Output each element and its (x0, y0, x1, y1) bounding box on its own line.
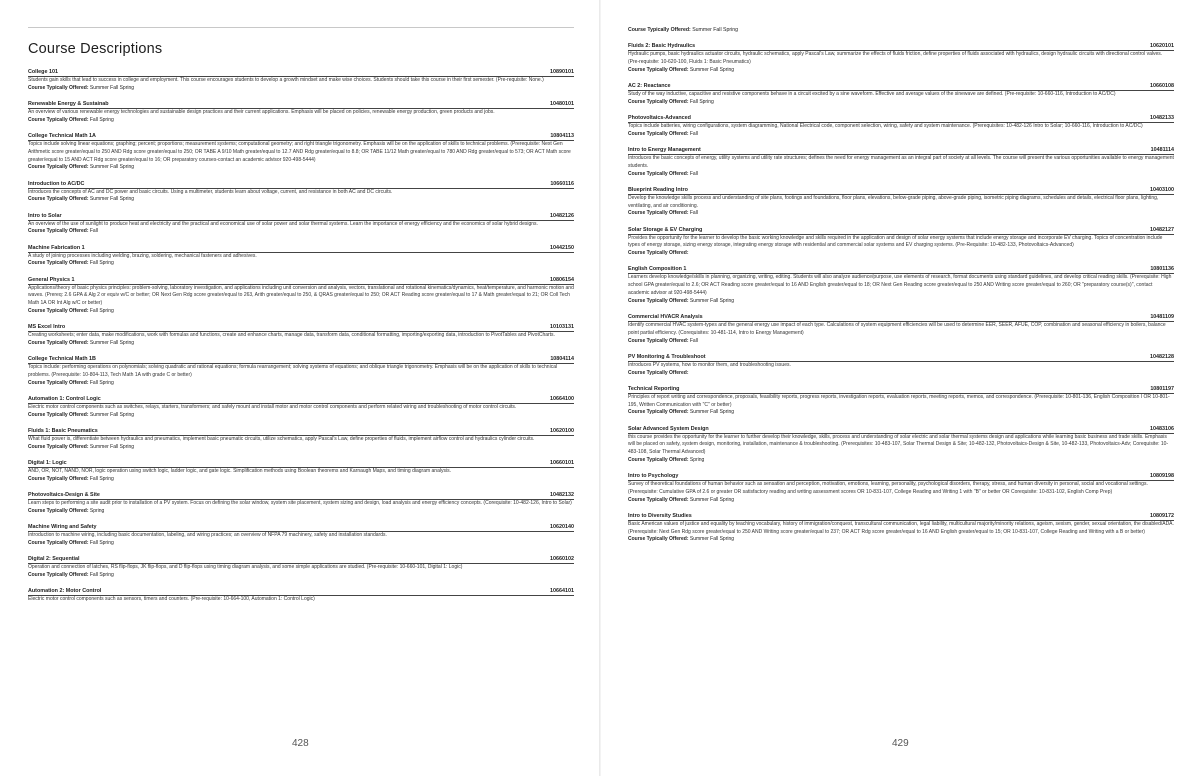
offered-terms: Summer Fall Spring (689, 409, 735, 416)
course-code: 10809198 (1150, 473, 1174, 480)
course-entry (28, 245, 574, 268)
course-code: 10403100 (1150, 186, 1174, 193)
course-header (28, 69, 574, 77)
course-offered (28, 85, 574, 92)
offered-label: Course Typically Offered: (28, 228, 89, 235)
offered-terms: Fall Spring (89, 379, 114, 386)
course-offered (28, 476, 574, 483)
course-entry (628, 473, 1174, 504)
course-offered (628, 298, 1174, 305)
course-description: Study of the way inductive, capacitive and resistive components behave in a circuit excited by a sine waveform. Effective and average values of the sinewave are defined. (Pre-requisite: 10-660-116, Introduction to AC/DC) (628, 91, 1116, 98)
course-title: College Technical Math 1A (28, 132, 96, 139)
offered-terms: Summer Fall Spring (689, 297, 735, 304)
offered-label: Course Typically Offered: (28, 164, 89, 171)
course-description: this course provides the opportunity for the learner to further develop their knowledge, skills, process and understanding of solar electric and solar thermal systems design and applications while learning basic business and trade skills. Emphasis will be placed on safety, system design, monitoring, installation, maintenance & troubleshooting. (Prerequisites: 10-483-107, Solar Thermal Design & Site; 10-482-132, Photovoltaics-Design & Site, 10-482-133, Photovoltaics-Adv; Corequisite: 10-483-108, Solar Thermal Advanced) (628, 433, 1169, 456)
course-entry (628, 314, 1174, 345)
course-entry (628, 386, 1174, 417)
course-code: 10660101 (550, 459, 574, 466)
course-code: 10806154 (550, 276, 574, 283)
course-description: Introduces the concepts of AC and DC power and basic circuits. Using a multimeter, students learn about voltage, current, and resistance in both AC and DC circuits. (28, 188, 393, 195)
course-header (28, 324, 574, 332)
course-header (28, 213, 574, 221)
course-description: An overview of various renewable energy technologies and sustainable design practices and their current applications. Emphasis will be placed on policies, renewable energy production, green products and jobs. (28, 108, 495, 115)
course-description: Hydraulic pumps, basic hydraulics actuator circuits, hydraulic schematics, apply Pascal's Law, summarize the effects of fluids friction, define properties of fluids associated with hydraulics, design hydraulic circuits with directional control valves. (Pre-requisite: 10-620-100, Fluids 1: Basic Pneumatics) (628, 51, 1163, 66)
course-header (628, 473, 1174, 481)
offered-label: Course Typically Offered: (28, 507, 89, 514)
offered-label: Course Typically Offered: (28, 307, 89, 314)
course-header (28, 492, 574, 500)
course-description: Electric motor control components such as sensors, timers and counters. (Pre-requisite: 10-664-100, Automation 1: Control Logic) (28, 595, 315, 602)
course-entry (628, 43, 1174, 74)
course-code: 10801136 (1150, 266, 1174, 273)
course-entry (28, 277, 574, 315)
course-code: 10660102 (550, 555, 574, 562)
course-title: Digital 1: Logic (28, 459, 67, 466)
offered-terms: Fall Spring (89, 307, 114, 314)
course-code: 10480101 (550, 100, 574, 107)
course-description: Basic American values of justice and equality by teaching vocabulary, history of immigration/conquest, transcultural communication, legal liability, multicultural majority/minority relations, ageism, sexism, gender, sexual orientation, the disabled/ADA. (Prerequisite: Next Gen Rdg score greater/equal to 250 AND Writing score greater/equal to 237; OR ACT Rdg score greater/equal to 16 AND English greater/equal to 15; OR 10-831-107, College Reading and Writing with a B or better) (628, 520, 1174, 535)
course-header (28, 133, 574, 141)
course-description: Provides the opportunity for the learner to develop the basic working knowledge and skills required in the application and design of solar energy systems that include energy storage and incorporate EV charging. Topics of concentration include types of energy storage, sizing energy storage, integrating energy storage with residential and commercial solar systems and EV charging systems. (Pre-Requisite: 10-482-133, Photovoltaics-Advanced) (628, 234, 1163, 249)
course-header (628, 426, 1174, 434)
course-title: Commercial HVACR Analysis (628, 313, 703, 320)
course-title: Intro to Psychology (628, 473, 679, 480)
offered-terms: Fall Spring (89, 260, 114, 267)
course-entry (28, 324, 574, 347)
course-code: 10482126 (550, 212, 574, 219)
offered-label: Course Typically Offered: (28, 379, 89, 386)
page-number: 429 (892, 738, 909, 749)
offered-label: Course Typically Offered: (628, 250, 689, 257)
offered-label: Course Typically Offered: (628, 27, 691, 33)
page-title: Course Descriptions (28, 41, 163, 57)
course-header (628, 115, 1174, 123)
course-description: What fluid power is, differentiate between hydraulics and pneumatics, implement basic pneumatic circuits, utilize schematics, apply Pascal's Law, define properties of fluids, implement airflow control and hydraulics cylinder circuits. (28, 435, 535, 442)
course-header (628, 83, 1174, 91)
course-code: 10620140 (550, 523, 574, 530)
continued-offered-line (628, 27, 1174, 34)
right-page (600, 0, 1200, 776)
offered-terms: Fall (689, 170, 698, 177)
course-description: Develop the knowledge skills process and understanding of site plans, footings and foundations, floor plans, elevations, below-grade piping, above-grade piping, isometric piping diagrams, schedules and details, electrical floor plans, lighting, ventilating, and air conditioning. (628, 194, 1159, 209)
course-title: Digital 2: Sequential (28, 555, 80, 562)
course-code: 10804114 (550, 356, 574, 363)
offered-terms: Summer Fall Spring (689, 496, 735, 503)
course-code: 10482128 (1150, 353, 1174, 360)
course-entry (28, 396, 574, 419)
course-title: English Composition 1 (628, 266, 687, 273)
course-title: Photovoltaics-Design & Site (28, 491, 100, 498)
course-offered (628, 338, 1174, 345)
course-header (628, 386, 1174, 394)
offered-label: Course Typically Offered: (628, 210, 689, 217)
offered-label: Course Typically Offered: (28, 411, 89, 418)
course-description: Topics include batteries, wiring configurations, system diagramming, National Electrical code, component selection, wiring, safety and system maintenance. (Prerequisites: 10-482-126 Intro to Solar; 10-660-116, Introduction to AC/DC) (628, 123, 1143, 130)
course-entry (28, 356, 574, 387)
offered-terms: Fall Spring (89, 571, 114, 578)
course-code: 10664101 (550, 587, 574, 594)
course-code: 10660108 (1150, 83, 1174, 90)
offered-label: Course Typically Offered: (628, 98, 689, 105)
course-code: 10660116 (550, 180, 574, 187)
course-entry (28, 556, 574, 579)
course-title: Fluids 2: Basic Hydraulics (628, 43, 696, 50)
course-offered (628, 370, 1174, 377)
offered-terms: Fall Spring (89, 539, 114, 546)
course-offered (28, 308, 574, 315)
course-description: Survey of theoretical foundations of human behavior such as sensation and perception, motivation, emotions, learning, personality, psychological disorders, therapy, stress, and human diversity in personal, social and vocational settings. (Prerequisite: Cumulative GPA of 2.6 or greater OR satisfactory reading and writing assessment scores OR 10-831-107, College Reading and Writing 1 with "B" or better OR Corequisite: 10-831-102, English Comp Prep) (628, 481, 1148, 495)
offered-label: Course Typically Offered: (628, 369, 689, 376)
offered-terms: Summer Fall Spring (89, 196, 135, 203)
course-title: General Physics 1 (28, 276, 75, 283)
course-code: 10481109 (1150, 313, 1174, 320)
offered-terms: Fall Spring (89, 116, 114, 123)
course-offered (28, 228, 574, 235)
course-header (28, 588, 574, 596)
course-offered (28, 572, 574, 579)
course-title: College 101 (28, 69, 58, 75)
course-description: AND, OR, NOT, NAND, NOR, logic operation using switch logic, ladder logic, and gate logic. Simplification methods using Boolean theorems and Karnaugh Maps, and timing diagram analysis. (28, 467, 451, 474)
offered-label: Course Typically Offered: (28, 571, 89, 578)
course-title: Renewable Energy & Sustainab (28, 100, 109, 107)
course-title: College Technical Math 1B (28, 356, 96, 363)
course-entry (628, 83, 1174, 106)
course-title: Blueprint Reading Intro (628, 186, 688, 193)
course-header (28, 181, 574, 189)
course-description: Topics include solving linear equations; graphing; percent; proportions; measurement systems; computational geometry; and right triangle trigonometry. Emphasis will be on the application of skills to technical problems. (Prerequisite: Next Gen Arithmetic score greater/equal to 250 AND Rdg score greater/equal to 250; OR TABE A 9/10 Math greater/equal to 12.7 AND Rdg greater/equal to 8.8; OR TABE 11/12 Math greater/equal to 780 AND Rdg greater/equal to 573; OR ACT Math score greater/equal to 15 AND ACT Rdg score greater/equal to 16; OR preparatory courses-contact an academic advisor 920-498-5444) (28, 140, 571, 163)
course-header (28, 428, 574, 436)
course-entry (28, 588, 574, 604)
course-header (628, 266, 1174, 274)
course-offered (628, 250, 1174, 257)
course-header (628, 43, 1174, 51)
offered-terms: Fall Spring (89, 475, 114, 482)
course-entry (628, 266, 1174, 304)
offered-terms: Summer Fall Spring (89, 339, 135, 346)
course-title: Photovoltaics-Advanced (628, 115, 691, 122)
course-code: 10482127 (1150, 226, 1174, 233)
course-code: 10809172 (1150, 512, 1174, 519)
offered-label: Course Typically Offered: (28, 196, 89, 203)
course-title: MS Excel Intro (28, 324, 66, 331)
course-offered (28, 508, 574, 515)
course-entry (28, 101, 574, 124)
course-offered (28, 380, 574, 387)
course-description: Electric motor control components such as switches, relays, starters, transformers; and safely mount and install motor and motor control components and perform related wiring and troubleshooting of motor control circuits. (28, 403, 517, 410)
course-offered (28, 196, 574, 203)
offered-terms: Summer Fall Spring (89, 443, 135, 450)
offered-terms: Summer Fall Spring (89, 411, 135, 418)
course-entry (628, 354, 1174, 377)
course-offered (28, 540, 574, 547)
course-description: Introduction to machine wiring, including basic documentation, labeling, and wiring practices; an overview of NFPA 79 machinery, safety and installation standards. (28, 531, 387, 538)
course-description: Principles of report writing and correspondence, proposals, feasibility reports, progress reports, investigation reports, evaluation reports, meeting reports, memos, and correspondence. (Prerequisite: 10-801-136, English Composition I OR 10-801-195, Written Communication with "C" or better) (628, 393, 1170, 408)
offered-terms: Fall Spring (689, 98, 714, 105)
offered-terms: Summer Fall Spring (689, 536, 735, 543)
course-entry (28, 492, 574, 515)
course-description: Learn steps to performing a site audit prior to installation of a PV system. Focus on defining the solar window, system site placement, system sizing and design, load analysis and energy efficiency concepts. (Corequisite: 10-482-126, Intro to Solar) (28, 499, 572, 506)
course-code: 10483106 (1150, 425, 1174, 432)
course-offered (28, 340, 574, 347)
course-entry (628, 147, 1174, 178)
course-offered (628, 210, 1174, 217)
course-title: Machine Fabrication 1 (28, 244, 85, 251)
course-description: Introduces the basic concepts of energy, utility systems and utility rate structures; defines the need for energy management as an integral part of society at all levels. The course will present the various opportunities available to energy management students. (628, 155, 1174, 169)
course-code: 10103131 (550, 324, 574, 331)
course-description: An overview of the use of sunlight to produce heat and electricity and the practical and economical use of solar power and solar thermal systems. Learn the importance of energy efficiency and the economics of solar hybrid designs. (28, 220, 538, 227)
offered-label: Course Typically Offered: (628, 409, 689, 416)
course-offered (628, 131, 1174, 138)
offered-terms: Summer Fall Spring (89, 164, 135, 171)
offered-terms: Fall (689, 210, 698, 217)
course-header (628, 147, 1174, 155)
offered-label: Course Typically Offered: (28, 339, 89, 346)
course-offered (628, 497, 1174, 504)
course-title: Machine Wiring and Safety (28, 523, 97, 530)
course-title: Solar Advanced System Design (628, 425, 709, 432)
course-offered (628, 99, 1174, 106)
offered-label: Course Typically Offered: (628, 66, 689, 73)
course-title: Automation 2: Motor Control (28, 587, 102, 594)
course-offered (28, 444, 574, 451)
right-course-list (628, 27, 1174, 553)
course-title: AC 2: Reactance (628, 83, 671, 90)
course-offered (28, 164, 574, 171)
course-entry (28, 69, 574, 92)
offered-terms: Fall (689, 130, 698, 137)
offered-label: Course Typically Offered: (628, 297, 689, 304)
course-header (628, 354, 1174, 362)
offered-label: Course Typically Offered: (628, 536, 689, 543)
course-description: Learners develop knowledge/skills in planning, organizing, writing, editing. Students will also analyze audience/purpose, use elements of research, format documents using standard guidelines, and develop critical reading skills. (Prerequisite: High school GPA greater/equal to 2.6; OR ACT Reading score greater/equal to 16 AND English greater/equal to 18; OR Next Gen Reading score greater/equal to 250 AND Writing score greater/equal to 260; OR "preparatory course(s)", contact academic advisor at 920-498-5444) (628, 274, 1172, 296)
course-description: Creating worksheets; enter data, make modifications, work with formulas and functions, create and enhance charts, manage data, transform data, conditional formatting, importing/exporting data, introduction to PivotTables and PivotCharts. (28, 332, 555, 339)
course-code: 10482132 (550, 491, 574, 498)
page-number: 428 (292, 738, 309, 749)
course-header (28, 524, 574, 532)
course-offered (628, 536, 1174, 543)
course-header (628, 227, 1174, 235)
offered-label: Course Typically Offered: (28, 475, 89, 482)
course-offered (28, 260, 574, 267)
course-offered (28, 412, 574, 419)
course-code: 10801197 (1150, 385, 1174, 392)
course-code: 10482133 (1150, 115, 1174, 122)
course-title: Intro to Solar (28, 212, 62, 219)
course-code: 10442150 (550, 244, 574, 251)
offered-label: Course Typically Offered: (28, 260, 89, 267)
course-header (28, 101, 574, 109)
course-header (628, 187, 1174, 195)
course-header (28, 460, 574, 468)
course-title: Intro to Diversity Studies (628, 512, 692, 519)
course-header (28, 245, 574, 253)
offered-terms: Spring (89, 507, 105, 514)
offered-label: Course Typically Offered: (628, 170, 689, 177)
top-rule (28, 27, 574, 28)
left-course-list (28, 69, 574, 613)
course-title: PV Monitoring & Troubleshoot (628, 353, 706, 360)
course-title: Intro to Energy Management (628, 147, 701, 154)
course-entry (28, 133, 574, 171)
course-entry (628, 227, 1174, 258)
course-code: 10890101 (550, 69, 574, 75)
course-description: Operation and connection of latches, RS flip-flops, JK flip-flops, and D flip-flops using timing diagram analysis, and some simple applications are studied. (Pre-requisite: 10-660-101, Digital 1: Logic) (28, 563, 463, 570)
offered-label: Course Typically Offered: (28, 84, 89, 91)
offered-terms: Fall (89, 228, 98, 235)
course-code: 10664100 (550, 395, 574, 402)
offered-terms: Fall (689, 337, 698, 344)
offered-terms: Spring (689, 456, 705, 463)
course-description: Topics include: performing operations on polynomials; solving quadratic and rational equations; formula rearrangement; solving systems of equations; and oblique triangle trigonometry. Emphasis will be on the application of skills to technical problems. (Prerequisite: 10-804-113, Tech Math 1A with grade C or better) (28, 364, 558, 378)
offered-label: Course Typically Offered: (628, 496, 689, 503)
course-title: Solar Storage & EV Charging (628, 226, 703, 233)
course-description: A study of joining processes including welding, brazing, soldering, mechanical fasteners and adhesives. (28, 252, 257, 259)
offered-label: Course Typically Offered: (628, 337, 689, 344)
course-offered (628, 171, 1174, 178)
course-offered (28, 117, 574, 124)
course-description: Introduces PV systems, how to monitor them, and troubleshooting issues. (628, 361, 791, 368)
course-description: Identify commercial HVAC system-types and the general energy use impact of each type. Calculations of system equipment efficiencies will be used to determine EER, SEER, AFUE, COP, combination and seasonal efficiency in boilers, balance point partial efficiency. (Corequisites: 10-481-114, Intro to Energy Management) (628, 321, 1166, 336)
offered-terms: Summer Fall Spring (692, 27, 739, 33)
course-description: Applications/theory of basic physics principles: problem-solving, laboratory investigation, and applications including unit conversion and analysis, vectors, translational and rotational kinematics/dynamics, heat/temperature, and harmonic motion and waves. (Prereq: 2.6 GPA & Alg 2 or equiv w/C or better; OR Next Gen Rdg score greater/equal to 263, Arith greater/equal to 250, & QRAS greater/equal to 250; OR ACT Reading score greater/equal to 17 & Math greater/equal to 21; OR Coll Tech Math 1A OR Int Alg w/C or better) (28, 284, 574, 307)
offered-label: Course Typically Offered: (628, 456, 689, 463)
course-header (628, 513, 1174, 521)
course-header (28, 556, 574, 564)
offered-label: Course Typically Offered: (28, 539, 89, 546)
course-entry (28, 460, 574, 483)
course-entry (28, 213, 574, 236)
course-entry (628, 426, 1174, 464)
course-title: Introduction to AC/DC (28, 180, 85, 187)
course-entry (28, 524, 574, 547)
course-header (28, 356, 574, 364)
offered-label: Course Typically Offered: (28, 116, 89, 123)
course-header (28, 396, 574, 404)
offered-terms: Summer Fall Spring (689, 66, 735, 73)
course-entry (28, 181, 574, 204)
offered-label: Course Typically Offered: (628, 130, 689, 137)
course-code: 10620100 (550, 427, 574, 434)
course-description: Students gain skills that lead to success in college and employment. This course encourages students to develop a growth mindset and make wise choices. Students should take this course in their first semester. (Pre-requisite: None.) (28, 77, 544, 83)
course-title: Fluids 1: Basic Pneumatics (28, 427, 98, 434)
course-offered (628, 457, 1174, 464)
course-title: Automation 1: Control Logic (28, 395, 101, 402)
course-entry (28, 428, 574, 451)
offered-terms: Summer Fall Spring (89, 84, 135, 91)
course-entry (628, 513, 1174, 544)
course-title: Technical Reporting (628, 385, 680, 392)
offered-label: Course Typically Offered: (28, 443, 89, 450)
course-header (28, 277, 574, 285)
course-entry (628, 187, 1174, 218)
course-entry (628, 115, 1174, 138)
course-code: 10804113 (550, 132, 574, 139)
course-offered (628, 409, 1174, 416)
course-offered (628, 67, 1174, 74)
course-code: 10620101 (1150, 43, 1174, 50)
course-header (628, 314, 1174, 322)
course-code: 10481114 (1150, 147, 1174, 154)
